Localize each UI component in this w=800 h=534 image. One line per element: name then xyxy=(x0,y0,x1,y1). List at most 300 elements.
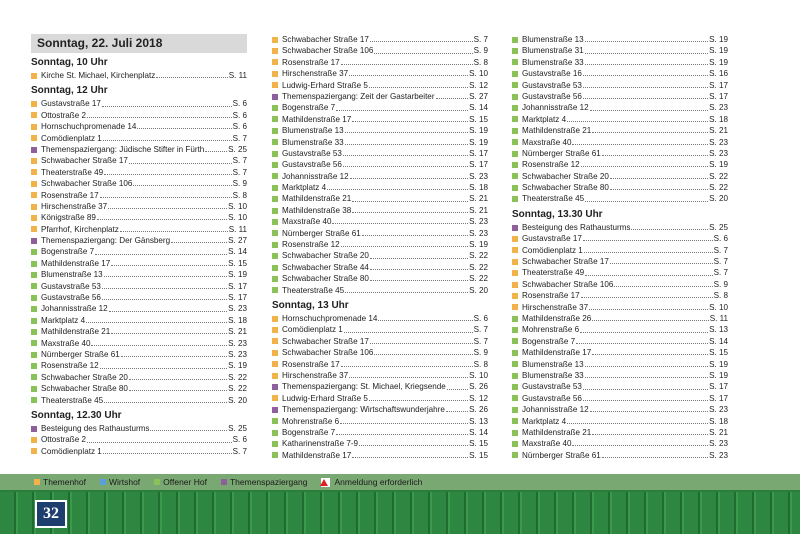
dot-leader xyxy=(108,208,227,209)
entry-page: S. 16 xyxy=(709,69,728,79)
entry-name: Gustavstraße 56 xyxy=(41,293,101,303)
entry-page: S. 23 xyxy=(709,103,728,113)
entry-name: Theaterstraße 49 xyxy=(41,167,104,177)
legend-anmeldung xyxy=(321,477,422,487)
entry-page: S. 18 xyxy=(228,315,247,325)
entry-name: Nürnberger Straße 61 xyxy=(522,450,601,460)
schedule-entry xyxy=(31,167,247,178)
dot-leader xyxy=(602,457,708,458)
entry-name: Kirche St. Michael, Kirchenplatz xyxy=(41,71,156,80)
category-square-icon xyxy=(272,139,278,145)
dot-leader xyxy=(436,98,469,99)
category-square-icon xyxy=(512,304,518,310)
entry-page: S. 8 xyxy=(232,190,247,200)
entry-page: S. 19 xyxy=(228,361,247,371)
entry-page: S. 20 xyxy=(469,285,488,295)
schedule-entry xyxy=(512,336,728,347)
entry-page: S. 19 xyxy=(709,370,728,380)
entry-page: S. 21 xyxy=(709,427,728,437)
category-square-icon xyxy=(272,407,278,413)
dot-leader xyxy=(109,311,228,312)
category-square-icon xyxy=(512,236,518,242)
entry-page: S. 12 xyxy=(469,80,488,90)
category-square-icon xyxy=(272,395,278,401)
dot-leader xyxy=(129,390,227,391)
category-square-icon xyxy=(512,361,518,367)
schedule-entry xyxy=(31,349,247,360)
dot-leader xyxy=(614,286,712,287)
dot-leader xyxy=(332,223,468,224)
dot-leader xyxy=(572,445,708,446)
schedule-entry xyxy=(272,80,488,91)
entry-page: S. 18 xyxy=(709,114,728,124)
schedule-entry xyxy=(512,347,728,358)
entry-page: S. 12 xyxy=(469,393,488,403)
entry-page: S. 27 xyxy=(228,236,247,246)
entry-page: S. 19 xyxy=(709,160,728,170)
category-square-icon xyxy=(512,139,518,145)
dot-leader xyxy=(585,275,713,276)
fence-pattern xyxy=(0,492,800,534)
entry-name: Bogenstraße 7 xyxy=(282,103,336,113)
entry-name: Themenspaziergang: Der Gänsberg xyxy=(41,236,171,246)
schedule-entry xyxy=(31,372,247,383)
legend-wirtshof xyxy=(100,477,140,487)
category-square-icon xyxy=(272,173,278,179)
dot-leader xyxy=(100,197,232,198)
entry-page: S. 14 xyxy=(469,427,488,437)
category-square-icon xyxy=(512,225,518,231)
entry-name: Schwabacher Straße 106 xyxy=(282,348,374,358)
entry-page: S. 23 xyxy=(469,217,488,227)
schedule-entry xyxy=(31,155,247,166)
dot-leader xyxy=(602,155,708,156)
entry-name: Mathildenstraße 21 xyxy=(282,194,352,204)
category-square-icon xyxy=(272,116,278,122)
category-square-icon xyxy=(272,338,278,344)
category-square-icon xyxy=(272,373,278,379)
entry-page: S. 22 xyxy=(469,251,488,261)
entry-page: S. 10 xyxy=(228,201,247,211)
schedule-entry xyxy=(272,159,488,170)
entry-name: Schwabacher Straße 80 xyxy=(41,384,128,394)
schedule-entry xyxy=(272,91,488,102)
entry-page: S. 20 xyxy=(228,395,247,405)
entry-page: S. 19 xyxy=(469,126,488,136)
entry-name: Blumenstraße 31 xyxy=(522,46,584,56)
category-square-icon xyxy=(512,407,518,413)
legend-label: Anmeldung erforderlich xyxy=(334,477,423,487)
entry-name: Rosenstraße 17 xyxy=(41,190,99,200)
dot-leader xyxy=(567,121,708,122)
schedule-entry xyxy=(272,239,488,250)
dot-leader xyxy=(102,299,227,300)
category-square-icon xyxy=(512,173,518,179)
category-square-icon xyxy=(272,384,278,390)
entry-name: Rosenstraße 12 xyxy=(282,240,340,250)
entry-page: S. 22 xyxy=(709,183,728,193)
dot-leader xyxy=(104,402,227,403)
dot-leader xyxy=(336,110,468,111)
entry-page: S. 6 xyxy=(713,234,728,244)
dot-leader xyxy=(111,265,227,266)
category-square-icon xyxy=(272,276,278,282)
dot-leader xyxy=(581,166,709,167)
schedule-entry xyxy=(31,201,247,212)
schedule-entry xyxy=(272,114,488,125)
schedule-entry xyxy=(512,159,728,170)
dot-leader xyxy=(378,320,472,321)
category-square-icon xyxy=(272,71,278,77)
warning-triangle-icon xyxy=(321,478,330,487)
dot-leader xyxy=(610,178,708,179)
time-heading: Sonntag, 12.30 Uhr xyxy=(31,409,122,421)
category-square-icon xyxy=(512,316,518,322)
category-square-icon xyxy=(512,162,518,168)
schedule-entry xyxy=(31,434,247,445)
schedule-entry xyxy=(272,324,488,335)
dot-leader xyxy=(121,356,227,357)
schedule-entry xyxy=(272,336,488,347)
legend-offener-hof xyxy=(154,477,207,487)
schedule-entry xyxy=(272,381,488,392)
category-square-icon xyxy=(272,265,278,271)
entry-name: Hornschuchpromenade 14 xyxy=(282,313,378,323)
category-square-icon xyxy=(31,135,37,141)
schedule-entry xyxy=(31,360,247,371)
schedule-entry xyxy=(512,114,728,125)
schedule-entry xyxy=(31,121,247,132)
category-square-icon xyxy=(512,293,518,299)
schedule-entry xyxy=(512,324,728,335)
dot-leader xyxy=(171,242,227,243)
dot-leader xyxy=(97,219,227,220)
entry-page: S. 15 xyxy=(469,450,488,460)
dot-leader xyxy=(590,110,709,111)
entry-name: Schwabacher Straße 106 xyxy=(282,46,374,56)
entry-name: Mathildenstraße 26 xyxy=(522,313,592,323)
schedule-column-3 xyxy=(512,34,728,461)
schedule-entry xyxy=(512,57,728,68)
category-square-icon xyxy=(512,196,518,202)
dot-leader xyxy=(129,379,227,380)
entry-page: S. 8 xyxy=(473,359,488,369)
schedule-entry xyxy=(512,182,728,193)
category-square-icon xyxy=(272,219,278,225)
entry-page: S. 17 xyxy=(469,160,488,170)
dot-leader xyxy=(345,144,468,145)
schedule-entry xyxy=(272,171,488,182)
entry-page: S. 23 xyxy=(709,439,728,449)
entry-page: S. 21 xyxy=(709,126,728,136)
category-square-icon xyxy=(512,384,518,390)
schedule-entry xyxy=(272,370,488,381)
entry-page: S. 7 xyxy=(713,245,728,255)
category-square-icon xyxy=(512,94,518,100)
entry-name: Marktplatz 4 xyxy=(522,416,567,426)
schedule-entry xyxy=(272,34,488,45)
schedule-entry xyxy=(272,438,488,449)
entry-name: Gustavstraße 53 xyxy=(522,80,582,90)
entry-name: Nürnberger Straße 61 xyxy=(41,349,120,359)
dot-leader xyxy=(86,322,227,323)
entry-page: S. 22 xyxy=(228,384,247,394)
entry-name: Themenspaziergang: Jüdische Stifter in Fürth xyxy=(41,144,205,154)
category-square-icon xyxy=(31,192,37,198)
dot-leader xyxy=(374,354,472,355)
entry-name: Gustavstraße 17 xyxy=(522,234,582,244)
schedule-entry xyxy=(272,228,488,239)
category-square-icon xyxy=(272,230,278,236)
category-square-icon xyxy=(272,59,278,65)
dot-leader xyxy=(341,64,473,65)
page-number: 32 xyxy=(35,500,67,528)
schedule-entry xyxy=(31,281,247,292)
entry-page: S. 19 xyxy=(228,270,247,280)
entry-page: S. 17 xyxy=(469,148,488,158)
entry-name: Gustavstraße 56 xyxy=(522,91,582,101)
schedule-entry xyxy=(31,144,247,155)
schedule-entry xyxy=(31,292,247,303)
category-square-icon xyxy=(272,253,278,259)
dot-leader xyxy=(352,212,468,213)
dot-leader xyxy=(583,87,708,88)
entry-name: Johannisstraße 12 xyxy=(522,405,589,415)
entry-name: Schwabacher Straße 106 xyxy=(522,279,614,289)
schedule-entry xyxy=(512,80,728,91)
dot-leader xyxy=(102,106,232,107)
dot-leader xyxy=(341,246,469,247)
entry-page: S. 18 xyxy=(469,183,488,193)
category-square-icon xyxy=(31,352,37,358)
schedule-entry xyxy=(31,303,247,314)
dot-leader xyxy=(369,400,468,401)
category-square-icon xyxy=(512,452,518,458)
entry-name: Besteigung des Rathausturms xyxy=(41,423,150,433)
dot-leader xyxy=(581,297,713,298)
schedule-entry xyxy=(512,290,728,301)
entry-name: Comödienplatz 1 xyxy=(41,446,102,456)
schedule-entry xyxy=(512,45,728,56)
entry-page: S. 14 xyxy=(709,336,728,346)
entry-page: S. 15 xyxy=(469,439,488,449)
entry-name: Schwabacher Straße 20 xyxy=(41,372,128,382)
dot-leader xyxy=(156,77,227,78)
entry-page: S. 23 xyxy=(709,137,728,147)
entry-page: S. 23 xyxy=(228,304,247,314)
category-square-icon xyxy=(31,340,37,346)
entry-page: S. 7 xyxy=(232,446,247,456)
entry-name: Hirschenstraße 37 xyxy=(522,302,589,312)
dot-leader xyxy=(585,377,708,378)
dot-leader xyxy=(585,64,708,65)
entry-page: S. 17 xyxy=(228,293,247,303)
entry-name: Blumenstraße 13 xyxy=(522,35,584,44)
category-square-icon xyxy=(512,282,518,288)
entry-name: Gustavstraße 56 xyxy=(282,160,342,170)
dot-leader xyxy=(370,269,468,270)
entry-name: Rosenstraße 17 xyxy=(282,57,340,67)
dot-leader xyxy=(345,132,468,133)
entry-page: S. 23 xyxy=(228,338,247,348)
dot-leader xyxy=(129,163,232,164)
dot-leader xyxy=(610,263,713,264)
entry-name: Gustavstraße 17 xyxy=(41,99,101,109)
entry-name: Hirschenstraße 37 xyxy=(282,69,349,79)
schedule-entry xyxy=(31,258,247,269)
dot-leader xyxy=(104,174,232,175)
category-square-icon xyxy=(31,374,37,380)
schedule-entry xyxy=(512,245,728,256)
dot-leader xyxy=(344,332,473,333)
category-square-icon xyxy=(512,185,518,191)
entry-page: S. 23 xyxy=(469,171,488,181)
entry-name: Maxstraße 40 xyxy=(522,439,572,449)
entry-page: S. 6 xyxy=(473,313,488,323)
entry-name: Gustavstraße 16 xyxy=(522,69,582,79)
entry-page: S. 14 xyxy=(469,103,488,113)
schedule-entry xyxy=(31,110,247,121)
legend xyxy=(0,474,800,490)
schedule-column-1 xyxy=(31,34,247,457)
category-square-icon xyxy=(272,350,278,356)
entry-page: S. 7 xyxy=(232,167,247,177)
time-heading: Sonntag, 10 Uhr xyxy=(31,57,108,68)
legend-label: Wirtshof xyxy=(109,477,141,487)
entry-name: Mathildenstraße 38 xyxy=(282,205,352,215)
category-square-icon xyxy=(272,82,278,88)
entry-page: S. 21 xyxy=(228,327,247,337)
schedule-entry xyxy=(512,256,728,267)
entry-page: S. 7 xyxy=(473,336,488,346)
dot-leader xyxy=(111,333,227,334)
entry-page: S. 7 xyxy=(713,257,728,267)
themenhof-square-icon xyxy=(34,479,40,485)
category-square-icon xyxy=(31,181,37,187)
schedule-entry xyxy=(512,279,728,290)
category-square-icon xyxy=(31,397,37,403)
schedule-entry xyxy=(512,393,728,404)
category-square-icon xyxy=(31,306,37,312)
entry-page: S. 19 xyxy=(709,35,728,44)
schedule-entry xyxy=(31,395,247,406)
entry-page: S. 19 xyxy=(709,359,728,369)
dot-leader xyxy=(592,132,708,133)
entry-page: S. 10 xyxy=(709,302,728,312)
entry-page: S. 17 xyxy=(228,281,247,291)
entry-page: S. 26 xyxy=(469,405,488,415)
dot-leader xyxy=(327,189,468,190)
entry-name: Bogenstraße 7 xyxy=(522,336,576,346)
category-square-icon xyxy=(272,452,278,458)
entry-name: Gustavstraße 56 xyxy=(522,393,582,403)
entry-page: S. 14 xyxy=(228,247,247,257)
entry-name: Bogenstraße 7 xyxy=(282,427,336,437)
category-square-icon xyxy=(512,82,518,88)
schedule-entry xyxy=(31,446,247,457)
dot-leader xyxy=(103,453,232,454)
category-square-icon xyxy=(31,215,37,221)
entry-name: Ottostraße 2 xyxy=(41,435,86,445)
entry-page: S. 21 xyxy=(469,194,488,204)
category-square-icon xyxy=(512,151,518,157)
entry-name: Theaterstraße 45 xyxy=(41,395,104,405)
schedule-entry xyxy=(272,205,488,216)
time-heading: Sonntag, 13 Uhr xyxy=(272,299,349,311)
entry-page: S. 11 xyxy=(228,71,247,80)
footer-band xyxy=(0,474,800,534)
entry-name: Gustavstraße 53 xyxy=(522,382,582,392)
schedule-entry xyxy=(31,178,247,189)
entry-name: Mathildenstraße 21 xyxy=(522,126,592,136)
category-square-icon xyxy=(272,242,278,248)
entry-name: Theaterstraße 45 xyxy=(282,285,345,295)
schedule-entry xyxy=(512,416,728,427)
entry-page: S. 15 xyxy=(228,258,247,268)
category-square-icon xyxy=(272,151,278,157)
schedule-entry xyxy=(31,98,247,109)
entry-page: S. 23 xyxy=(709,405,728,415)
entry-name: Theaterstraße 49 xyxy=(522,268,585,278)
entry-page: S. 13 xyxy=(709,325,728,335)
dot-leader xyxy=(345,292,468,293)
category-square-icon xyxy=(272,94,278,100)
entry-name: Maxstraße 40 xyxy=(41,338,91,348)
category-square-icon xyxy=(512,270,518,276)
entry-name: Rosenstraße 12 xyxy=(41,361,99,371)
entry-page: S. 7 xyxy=(713,268,728,278)
category-square-icon xyxy=(272,418,278,424)
entry-page: S. 10 xyxy=(469,69,488,79)
schedule-entry xyxy=(272,285,488,296)
schedule-entry xyxy=(31,383,247,394)
schedule-entry xyxy=(272,450,488,461)
schedule-entry xyxy=(512,125,728,136)
legend-label: Offener Hof xyxy=(163,477,207,487)
entry-page: S. 10 xyxy=(228,213,247,223)
schedule-entry xyxy=(31,246,247,257)
entry-name: Hornschuchpromenade 14 xyxy=(41,122,137,132)
entry-page: S. 9 xyxy=(473,348,488,358)
entry-page: S. 23 xyxy=(709,450,728,460)
category-square-icon xyxy=(512,116,518,122)
dot-leader xyxy=(567,423,708,424)
dot-leader xyxy=(352,457,468,458)
entry-name: Mathildenstraße 21 xyxy=(41,327,111,337)
dot-leader xyxy=(576,343,708,344)
schedule-entry xyxy=(512,427,728,438)
schedule-entry xyxy=(272,393,488,404)
entry-name: Blumenstraße 13 xyxy=(282,126,344,136)
category-square-icon xyxy=(272,208,278,214)
schedule-entry xyxy=(512,171,728,182)
dot-leader xyxy=(336,434,468,435)
category-square-icon xyxy=(272,48,278,54)
dot-leader xyxy=(446,411,468,412)
schedule-entry xyxy=(31,235,247,246)
entry-page: S. 26 xyxy=(469,382,488,392)
dot-leader xyxy=(583,389,708,390)
category-square-icon xyxy=(31,437,37,443)
schedule-entry xyxy=(31,212,247,223)
category-square-icon xyxy=(272,128,278,134)
schedule-entry xyxy=(512,193,728,204)
entry-page: S. 21 xyxy=(469,205,488,215)
themenspaziergang-square-icon xyxy=(221,479,227,485)
entry-page: S. 22 xyxy=(228,372,247,382)
category-square-icon xyxy=(272,327,278,333)
entry-page: S. 19 xyxy=(469,137,488,147)
